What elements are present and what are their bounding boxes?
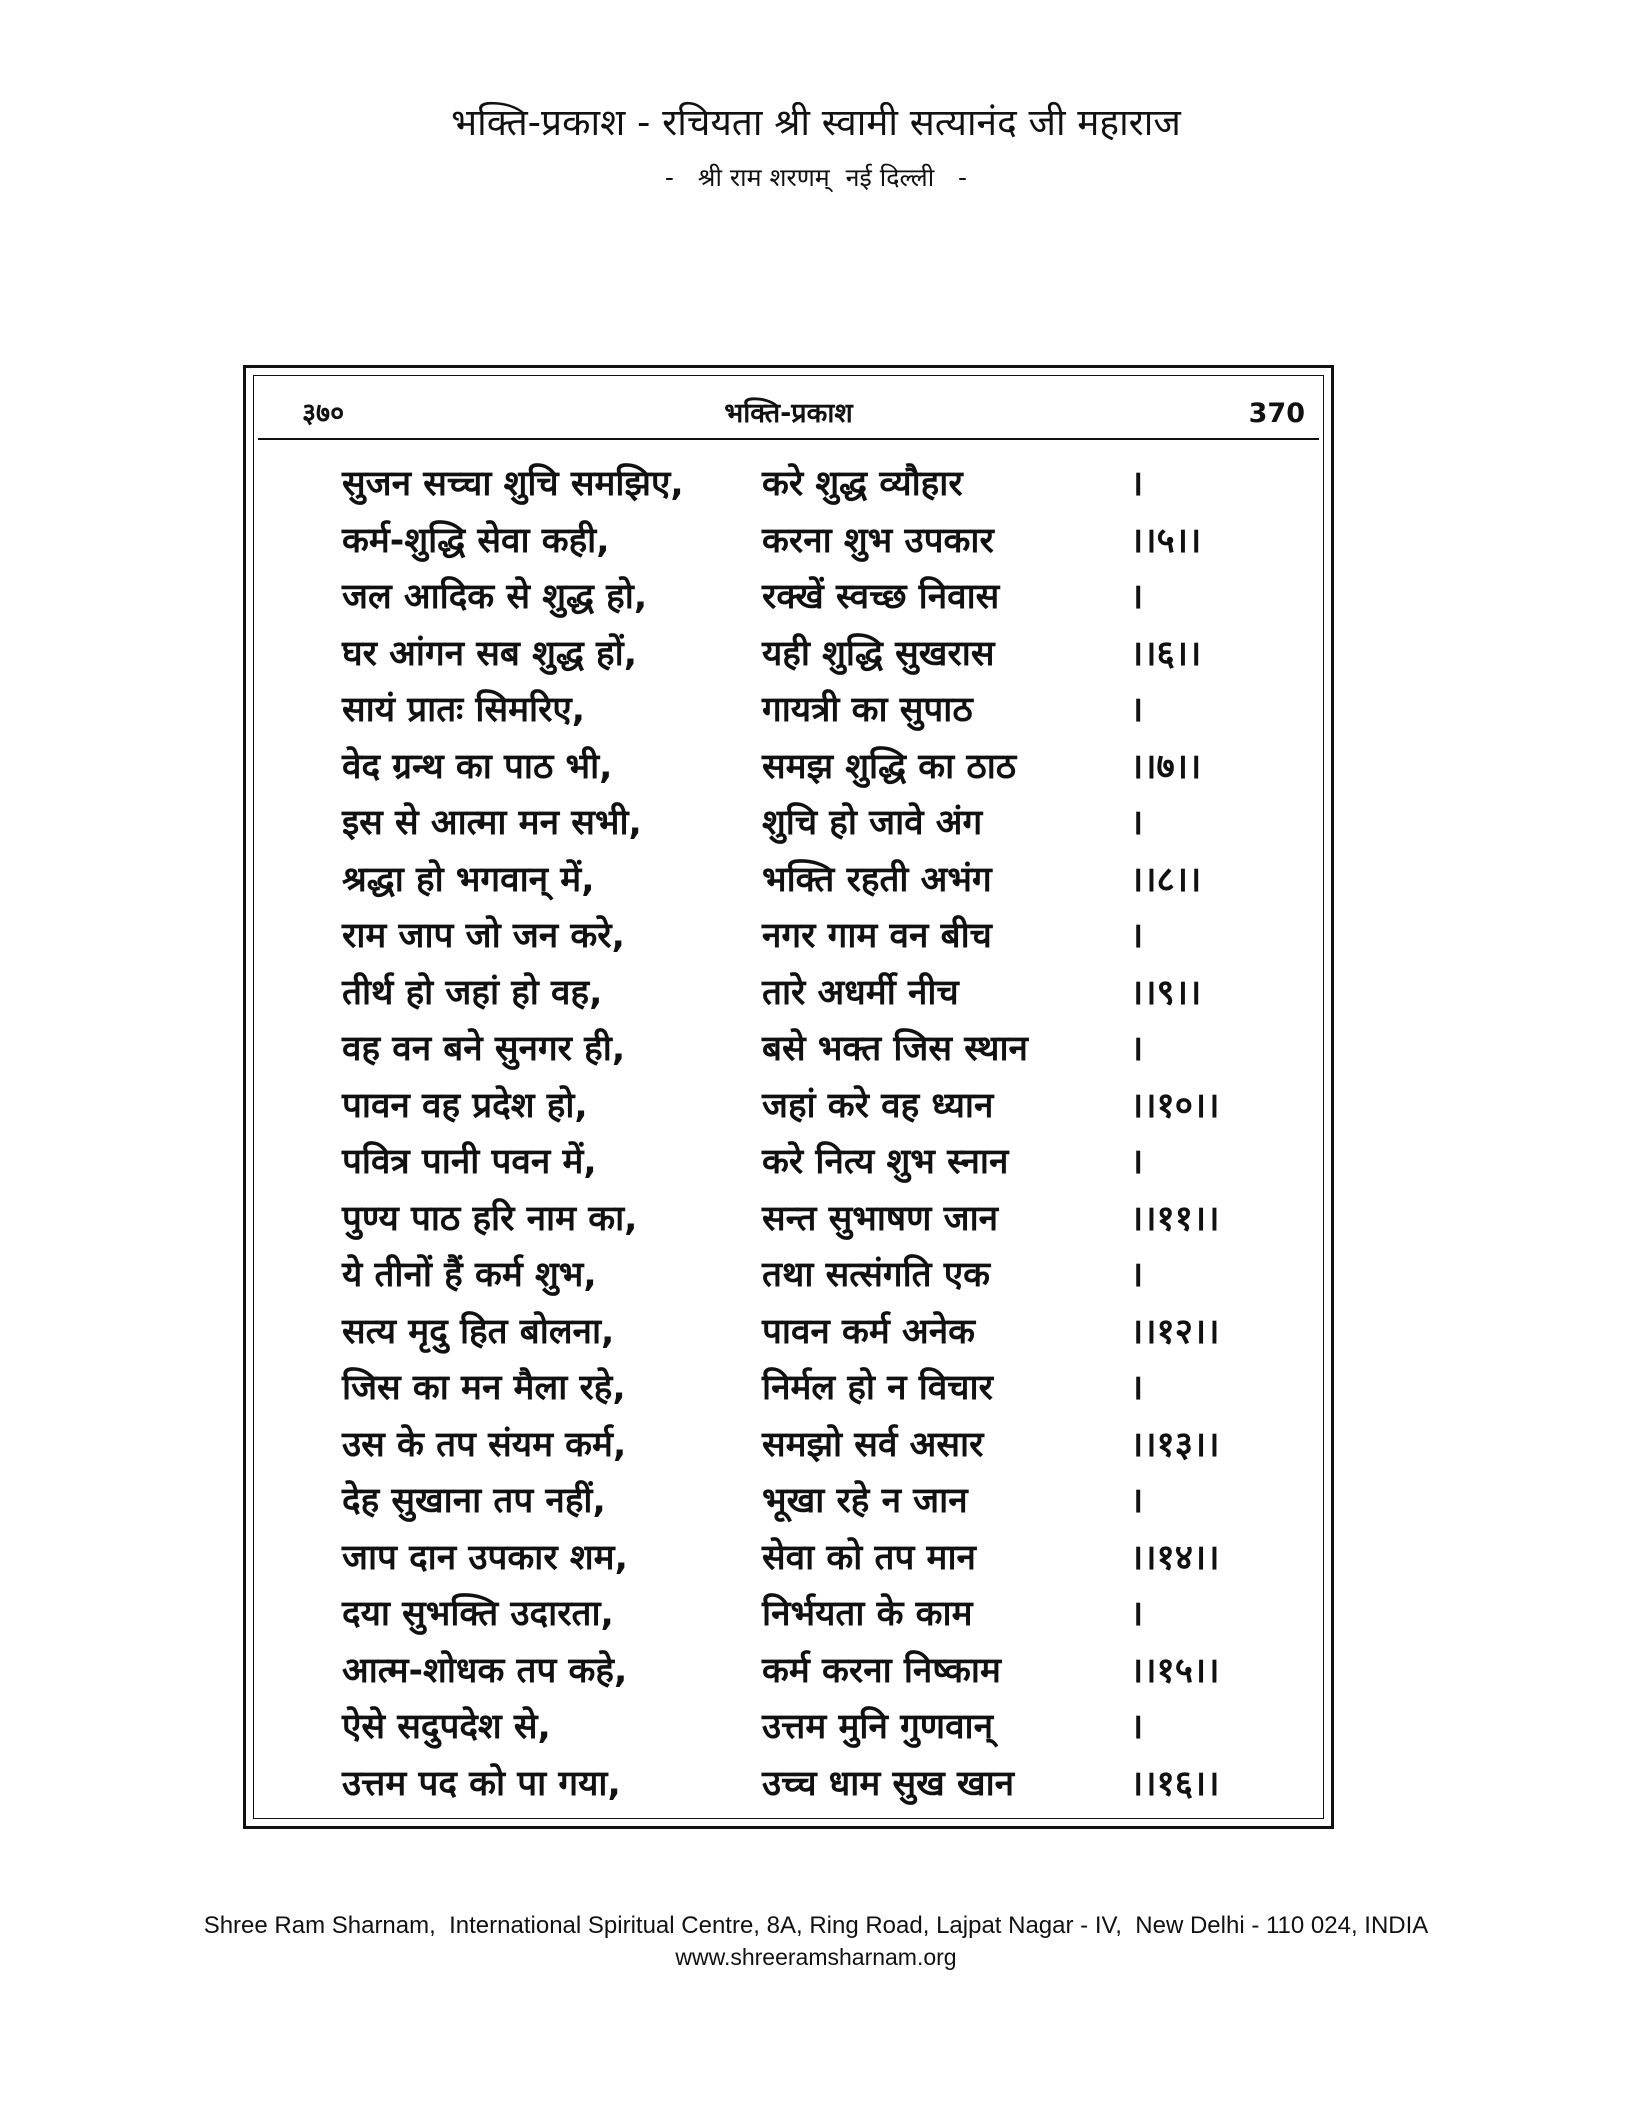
- verse-first-half: उत्तम पद को पा गया,: [342, 1763, 621, 1804]
- verse-line: [342, 1304, 1262, 1361]
- verse-second-half: नगर गाम वन बीच: [762, 916, 992, 956]
- verse-line: [342, 1756, 1262, 1813]
- verse-second-half: करे शुद्ध व्यौहार: [762, 464, 963, 504]
- verse-second-half: शुचि हो जावे अंग: [762, 803, 983, 843]
- verse-second-half: भूखा रहे न जान: [762, 1481, 968, 1521]
- verse-second-half: उच्च धाम सुख खान: [762, 1763, 1015, 1804]
- verse-second-half: बसे भक्त जिस स्थान: [762, 1029, 1028, 1069]
- footer-website: www.shreeramsharnam.org: [675, 1944, 957, 1970]
- verse-number: ।।१५।।: [1130, 1650, 1220, 1691]
- verse-number: ।।१४।।: [1130, 1537, 1220, 1578]
- verse-first-half: जल आदिक से शुद्ध हो,: [342, 577, 648, 617]
- verse-line: [342, 1643, 1262, 1700]
- verse-line: [342, 456, 1262, 513]
- verse-number: ।: [1130, 690, 1144, 730]
- verse-line: [342, 739, 1262, 796]
- verse-second-half: सेवा को तप मान: [762, 1537, 976, 1578]
- verse-number: ।।१३।।: [1130, 1424, 1220, 1465]
- verse-first-half: जिस का मन मैला रहे,: [342, 1368, 626, 1408]
- verse-number: ।: [1130, 1029, 1144, 1069]
- verse-line: [342, 1586, 1262, 1643]
- verse-first-half: राम जाप जो जन करे,: [342, 916, 625, 956]
- verse-second-half: रक्खें स्वच्छ निवास: [762, 577, 1000, 617]
- verse-line: [342, 626, 1262, 683]
- verse-first-half: सायं प्रातः सिमरिए,: [342, 690, 586, 730]
- footer-address: Shree Ram Sharnam, International Spiritual Centre, 8A, Ring Road, Lajpat Nagar - IV, New Delhi - 110 024, INDIA: [203, 1912, 1429, 1939]
- page-frame: [243, 365, 1334, 1829]
- verse-first-half: देह सुखाना तप नहीं,: [342, 1481, 606, 1521]
- verse-second-half: जहां करे वह ध्यान: [762, 1085, 994, 1126]
- verse-line: [342, 569, 1262, 626]
- verse-first-half: आत्म-शोधक तप कहे,: [342, 1650, 628, 1691]
- running-head: [254, 396, 1323, 438]
- verse-first-half: उस के तप संयम कर्म,: [342, 1424, 627, 1465]
- verse-line: [342, 852, 1262, 909]
- verse-number: ।: [1130, 1481, 1144, 1521]
- verse-number: ।: [1130, 803, 1144, 843]
- verse-line: [342, 1360, 1262, 1417]
- running-title: भक्ति-प्रकाश: [724, 398, 853, 429]
- verse-line: [342, 908, 1262, 965]
- verse-number: ।।८।।: [1130, 859, 1202, 900]
- verse-second-half: समझ शुद्धि का ठाठ: [762, 746, 1017, 787]
- verse-number: ।: [1130, 577, 1144, 617]
- verse-first-half: वेद ग्रन्थ का पाठ भी,: [342, 746, 613, 787]
- verse-second-half: सन्त सुभाषण जान: [762, 1198, 999, 1239]
- verse-second-half: कर्म करना निष्काम: [762, 1650, 1001, 1691]
- verse-first-half: कर्म-शुद्धि सेवा कही,: [342, 520, 610, 561]
- verse-first-half: पवित्र पानी पवन में,: [342, 1142, 597, 1182]
- verse-line: [342, 1417, 1262, 1474]
- verse-number: ।।६।।: [1130, 633, 1202, 674]
- verse-second-half: समझो सर्व असार: [762, 1424, 984, 1465]
- verse-first-half: ये तीनों हैं कर्म शुभ,: [342, 1255, 597, 1295]
- verse-list: [342, 456, 1262, 1812]
- verse-line: [342, 1191, 1262, 1248]
- verse-number: ।: [1130, 1142, 1144, 1182]
- verse-line: [342, 1134, 1262, 1191]
- verse-second-half: तथा सत्संगति एक: [762, 1255, 991, 1295]
- verse-second-half: गायत्री का सुपाठ: [762, 690, 973, 730]
- verse-number: ।।९।।: [1130, 972, 1202, 1013]
- verse-number: ।: [1130, 1368, 1144, 1408]
- verse-number: ।।१०।।: [1130, 1085, 1220, 1126]
- verse-second-half: यही शुद्धि सुखरास: [762, 633, 995, 674]
- verse-second-half: करे नित्य शुभ स्नान: [762, 1142, 1009, 1182]
- verse-number: ।।११।।: [1130, 1198, 1220, 1239]
- document-subtitle: - श्री राम शरणम् नई दिल्ली -: [664, 163, 968, 192]
- verse-number: ।: [1130, 1594, 1144, 1634]
- verse-number: ।: [1130, 1255, 1144, 1295]
- page-frame-inner-border: [253, 375, 1324, 1819]
- verse-first-half: जाप दान उपकार शम,: [342, 1537, 628, 1578]
- verse-line: [342, 1699, 1262, 1756]
- verse-first-half: ऐसे सदुपदेश से,: [342, 1707, 551, 1747]
- verse-line: [342, 1247, 1262, 1304]
- verse-number: ।: [1130, 464, 1144, 504]
- verse-first-half: श्रद्धा हो भगवान् में,: [342, 859, 595, 900]
- verse-number: ।: [1130, 916, 1144, 956]
- verse-second-half: तारे अधर्मी नीच: [762, 972, 959, 1013]
- verse-line: [342, 795, 1262, 852]
- verse-number: ।।७।।: [1130, 746, 1202, 787]
- verse-line: [342, 1021, 1262, 1078]
- verse-first-half: सुजन सच्चा शुचि समझिए,: [342, 464, 684, 504]
- verse-second-half: करना शुभ उपकार: [762, 520, 994, 561]
- verse-first-half: पुण्य पाठ हरि नाम का,: [342, 1198, 638, 1239]
- verse-line: [342, 682, 1262, 739]
- verse-first-half: इस से आत्मा मन सभी,: [342, 803, 642, 843]
- header-rule: [258, 438, 1319, 440]
- verse-number: ।।५।।: [1130, 520, 1202, 561]
- verse-second-half: निर्भयता के काम: [762, 1594, 973, 1634]
- verse-first-half: वह वन बने सुनगर ही,: [342, 1029, 626, 1069]
- page-number-devanagari: ३७०: [302, 398, 345, 429]
- verse-second-half: पावन कर्म अनेक: [762, 1311, 976, 1352]
- verse-first-half: तीर्थ हो जहां हो वह,: [342, 972, 603, 1013]
- verse-line: [342, 513, 1262, 570]
- verse-line: [342, 1078, 1262, 1135]
- document-title: भक्ति-प्रकाश - रचियता श्री स्वामी सत्यानंद जी महाराज: [451, 101, 1181, 144]
- verse-number: ।।१६।।: [1130, 1763, 1220, 1804]
- verse-first-half: पावन वह प्रदेश हो,: [342, 1085, 588, 1126]
- verse-first-half: घर आंगन सब शुद्ध हों,: [342, 633, 637, 674]
- page-number-arabic: 370: [1248, 398, 1305, 429]
- verse-first-half: दया सुभक्ति उदारता,: [342, 1594, 614, 1634]
- verse-first-half: सत्य मृदु हित बोलना,: [342, 1311, 615, 1352]
- verse-number: ।: [1130, 1707, 1144, 1747]
- verse-second-half: भक्ति रहती अभंग: [762, 859, 992, 900]
- verse-line: [342, 965, 1262, 1022]
- verse-second-half: उत्तम मुनि गुणवान्: [762, 1707, 994, 1747]
- verse-line: [342, 1473, 1262, 1530]
- verse-number: ।।१२।।: [1130, 1311, 1220, 1352]
- verse-line: [342, 1530, 1262, 1587]
- verse-second-half: निर्मल हो न विचार: [762, 1368, 993, 1408]
